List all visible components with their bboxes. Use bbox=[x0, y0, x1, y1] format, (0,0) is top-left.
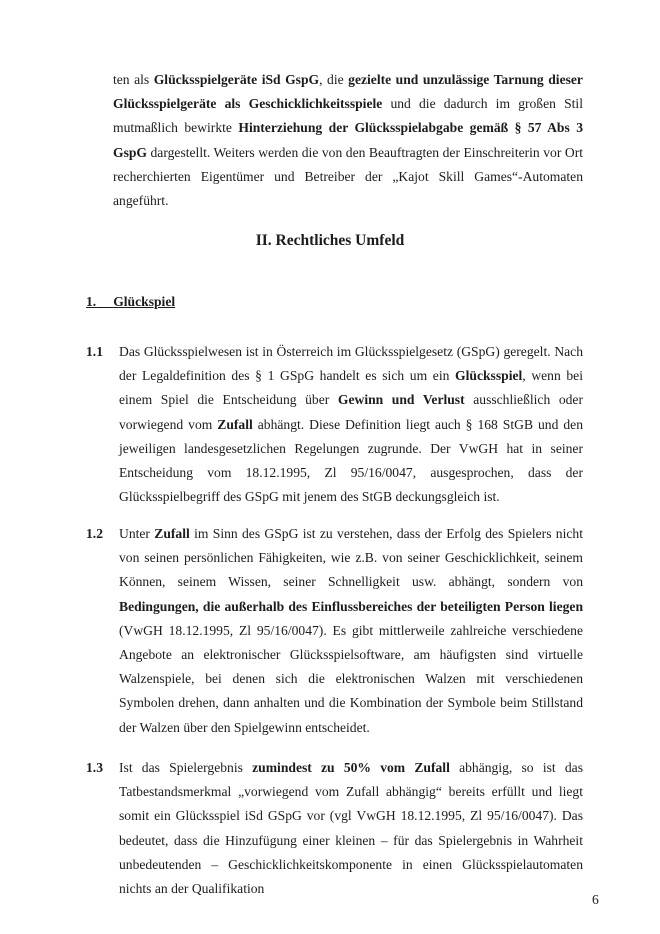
intro-bold-2: gezielte und unzulässige Tarnung dieser Glücksspielgeräte als Geschicklichkeitsspiele bbox=[113, 72, 583, 112]
intro-bold-1: Glücksspielgeräte iSd GspG bbox=[153, 72, 320, 87]
paragraph-1-1 bbox=[119, 340, 583, 509]
p11-text-1: Das Glücksspielwesen ist in Österreich im Glücksspielgesetz (GSpG) geregelt. Nach der Legaldefinition des § 1 GSpG handelt es sich um ein bbox=[119, 344, 583, 384]
paragraph-1-2 bbox=[119, 522, 583, 740]
paragraph-number-1-2: 1.2 bbox=[86, 526, 103, 541]
p11-bold-3: Zufall bbox=[217, 416, 253, 432]
p13-text-2: abhängig, so ist das Tatbestandsmerkmal „vorwiegend vom Zufall abhängig“ bereits erfüllt und liegt somit ein Glücksspiel iSd GSpG vor (vgl VwGH 18.12.1995, Zl 95/16/0047). Das bedeutet, dass die Hinzufügung einer kleinen – für das Spielergebnis in Wahrheit unbedeutenden – Geschicklichkeitskomponente in einen Glücksspielautomaten nichts an der Qualifikation bbox=[119, 760, 583, 897]
intro-text-3: und die dadurch im großen Stil mutmaßlich bewirkte bbox=[113, 96, 583, 136]
p12-bold-2: Bedingungen, die außerhalb des Einflussbereiches der beteiligten Person liegen bbox=[119, 598, 583, 614]
p12-text-1: Unter bbox=[119, 526, 155, 541]
intro-bold-3: Hinterziehung der Glücksspielabgabe gemäß § 57 Abs 3 GspG bbox=[113, 120, 584, 160]
paragraph-1-3 bbox=[119, 756, 583, 901]
p11-bold-2: Gewinn und Verlust bbox=[337, 392, 465, 408]
section-heading: II. Rechtliches Umfeld bbox=[255, 232, 405, 249]
intro-paragraph bbox=[113, 68, 583, 213]
paragraph-number-1-1: 1.1 bbox=[86, 344, 103, 359]
p12-text-2: im Sinn des GSpG ist zu verstehen, dass der Erfolg des Spielers nicht von seinen persönlichen Fähigkeiten, wie z.B. von seiner Geschicklichkeit, seinem Können, seinem Wissen, seiner Schnelligkeit usw. abhängt, sondern von bbox=[119, 526, 583, 590]
subsection-heading bbox=[86, 294, 175, 310]
p11-bold-1: Glücksspiel bbox=[455, 368, 523, 384]
intro-text-4: dargestellt. Weiters werden die von den Beauftragten der Einschreiterin vor Ort recherchierten Eigentümer und Betreiber der „Kajot Skill Games“-Automaten angeführt. bbox=[113, 144, 583, 209]
p11-text-3: ausschließlich oder vorwiegend vom bbox=[119, 392, 583, 432]
p11-text-2: , wenn bei einem Spiel die Entscheidung über bbox=[119, 368, 583, 408]
p12-text-3: (VwGH 18.12.1995, Zl 95/16/0047). Es gibt mittlerweile zahlreiche verschiedene Angebote an elektronischer Glücksspielsoftware, am häufigsten sind virtuelle Walzenspiele, bei denen sich die elektronischen Walzen mit verschiedenen Symbolen drehen, dann anhalten und die Kombination der Symbole beim Stillstand der Walzen über den Spielgewinn entscheidet. bbox=[119, 622, 583, 735]
p13-bold-1: zumindest zu 50% vom Zufall bbox=[252, 760, 450, 775]
subsection-number: 1. bbox=[86, 294, 97, 309]
intro-text-2: , die bbox=[319, 72, 349, 87]
p12-bold-1: Zufall bbox=[154, 526, 190, 541]
subsection-title: Glückspiel bbox=[113, 294, 176, 309]
paragraph-number-1-3: 1.3 bbox=[86, 760, 103, 775]
page-number: 6 bbox=[592, 892, 599, 907]
intro-text-1: ten als bbox=[113, 72, 154, 87]
p13-text-1: Ist das Spielergebnis bbox=[119, 760, 253, 775]
p11-text-4: abhängt. Diese Definition liegt auch § 168 StGB und den jeweiligen landesgesetzlichen Regelungen zugrunde. Der VwGH hat in seiner Entscheidung vom 18.12.1995, Zl 95/16/0047, ausgesprochen, dass der Glücksspielbegriff des GSpG mit jenem des StGB deckungsgleich ist. bbox=[119, 416, 583, 505]
